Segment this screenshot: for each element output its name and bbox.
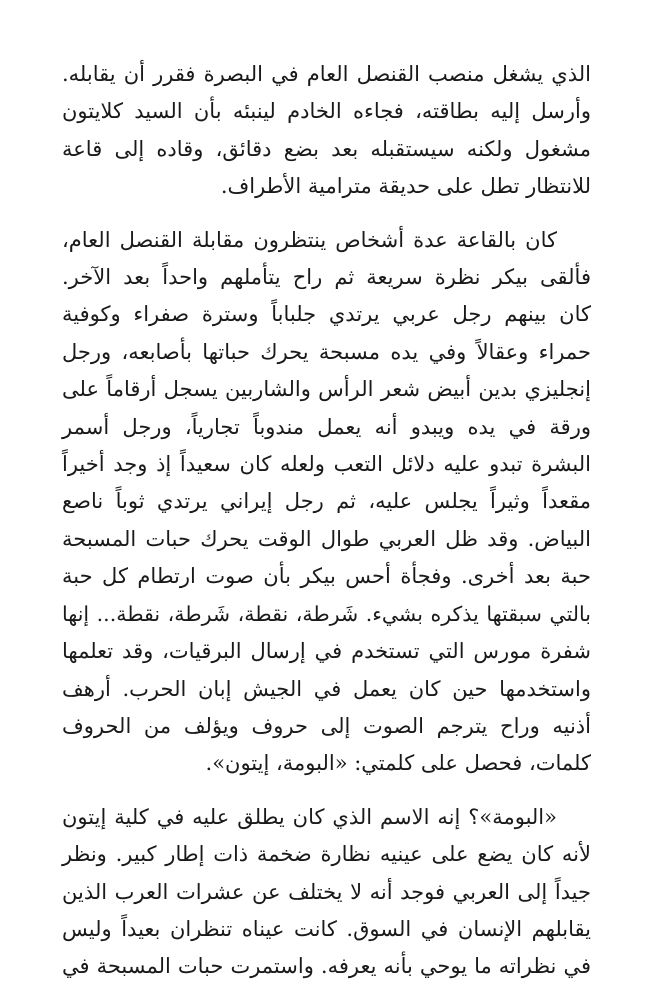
text-line: البياض. وقد ظل العربي طوال الوقت يحرك حبات المسبحة <box>62 526 591 551</box>
text-line: إنجليزي بدين أبيض شعر الرأس والشاربين يسجل أرقاماً على <box>62 377 591 402</box>
paragraph-3 <box>62 799 591 986</box>
text-line: مقعداً وثيراً يجلس عليه، ثم رجل إيراني يرتدي ثوباً ناصع <box>62 489 591 514</box>
text-line: «البومة»؟ إنه الاسم الذي كان يطلق عليه في كلية إيتون <box>62 804 557 829</box>
text-line: حبة بعد أخرى. وفجأة أحس بيكر بأن صوت ارتطام كل حبة <box>62 564 591 589</box>
text-line: أذنيه وراح يترجم الصوت إلى حروف ويؤلف من الحروف <box>62 713 591 738</box>
paragraph-2 <box>62 222 591 783</box>
text-line: شفرة مورس التي تستخدم في إرسال البرقيات، وقد تعلمها <box>62 639 591 664</box>
text-line: جيداً إلى العربي فوجد أنه لا يختلف عن عشرات العرب الذين <box>62 879 591 904</box>
text-line: لأنه كان يضع على عينيه نظارة ضخمة ذات إطار كبير. ونظر <box>62 842 591 867</box>
text-line: الذي يشغل منصب القنصل العام في البصرة فقرر أن يقابله. <box>62 62 591 86</box>
text-line: كان بينهم رجل عربي يرتدي جلباباً وسترة صفراء وكوفية <box>62 302 591 327</box>
text-line: وأرسل إليه بطاقته، فجاءه الخادم لينبئه بأن السيد كلايتون <box>62 99 591 124</box>
text-line: كان بالقاعة عدة أشخاص ينتظرون مقابلة القنصل العام، <box>62 227 557 252</box>
text-line: واستخدمها حين كان يعمل في الجيش إبان الحرب. أرهف <box>62 676 591 701</box>
text-line: للانتظار تطل على حديقة مترامية الأطراف. <box>220 174 591 199</box>
text-line: ورقة في يده ويبدو أنه يعمل مندوباً تجارياً، ورجل أسمر <box>62 414 591 439</box>
book-page <box>62 56 591 986</box>
paragraph-1 <box>62 56 591 206</box>
text-line: كلمات، فحصل على كلمتي: «البومة، إيتون». <box>205 751 591 776</box>
text-line: في نظراته ما يوحي بأنه يعرفه. واستمرت حبات المسبحة في <box>62 954 591 979</box>
text-line: حمراء وعقالاً وفي يده مسبحة يحرك حباتها بأصابعه، ورجل <box>62 339 591 364</box>
text-line: مشغول ولكنه سيستقبله بعد بضع دقائق، وقاده إلى قاعة <box>62 136 591 161</box>
text-line: يقابلهم الإنسان في السوق. كانت عيناه تنظران بعيداً وليس <box>62 916 591 941</box>
text-line: البشرة تبدو عليه دلائل التعب ولعله كان سعيداً إذ وجد أخيراً <box>62 452 591 477</box>
text-line: فألقى بيكر نظرة سريعة ثم راح يتأملهم واحداً بعد الآخر. <box>62 265 591 290</box>
text-line: بالتي سبقتها يذكره بشيء. شَرطة، نقطة، شَرطة، نقطة... إنها <box>62 601 591 626</box>
